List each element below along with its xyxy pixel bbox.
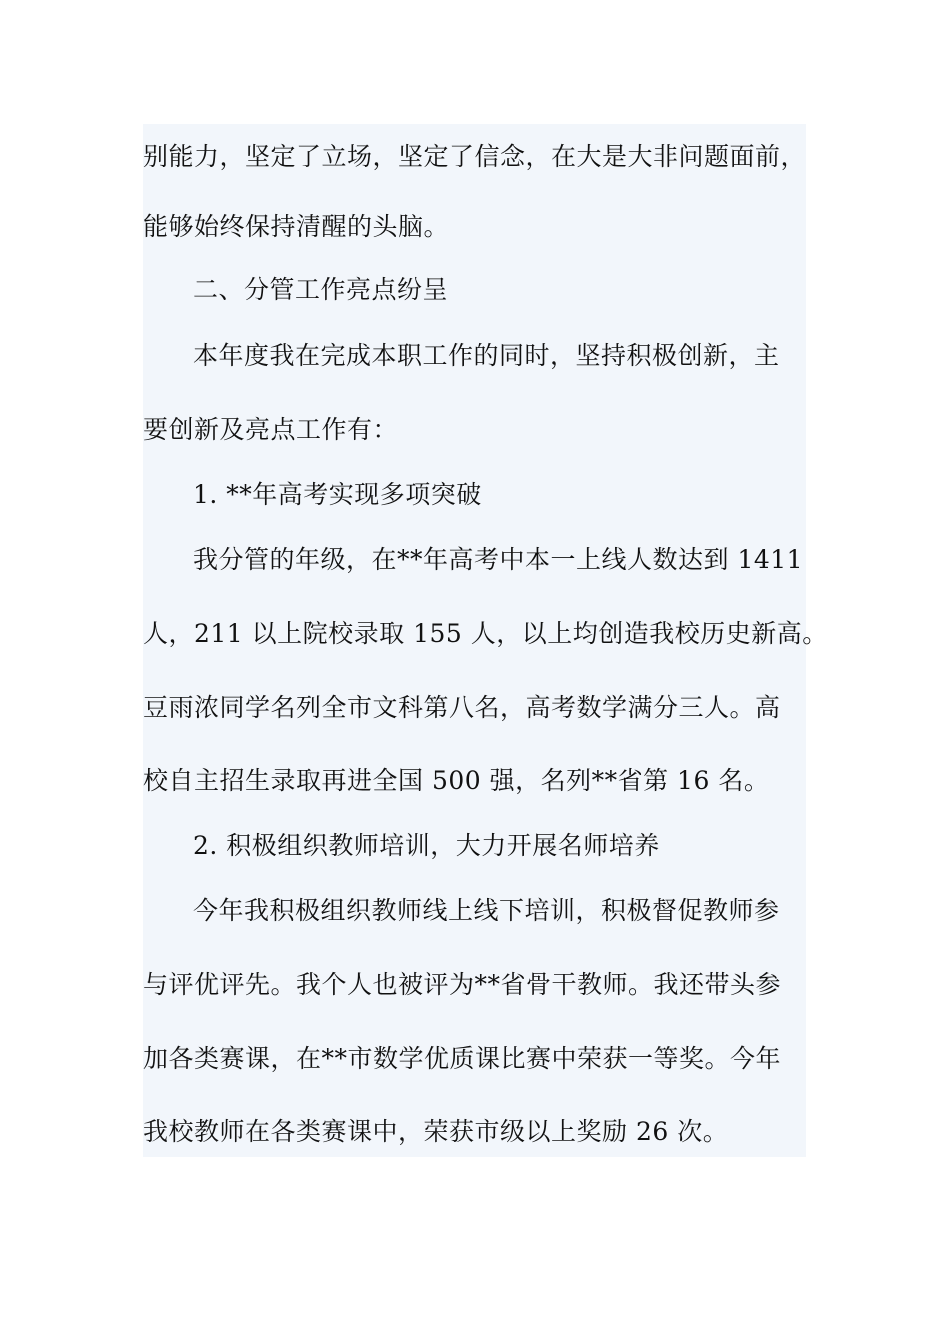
paragraph-line-12: 我校教师在各类赛课中，荣获市级以上奖励 26 次。	[143, 1117, 729, 1146]
subheading-1: 1. **年高考实现多项突破	[193, 480, 482, 509]
paragraph-line-2: 能够始终保持清醒的头脑。	[143, 212, 450, 241]
paragraph-line-1: 别能力，坚定了立场，坚定了信念，在大是大非问题面前，	[143, 142, 807, 171]
paragraph-line-5: 我分管的年级，在**年高考中本一上线人数达到 1411	[193, 545, 804, 574]
paragraph-line-7: 豆雨浓同学名列全市文科第八名，高考数学满分三人。高	[143, 693, 781, 722]
paragraph-line-8: 校自主招生录取再进全国 500 强，名列**省第 16 名。	[143, 766, 770, 795]
document-text-block	[143, 124, 828, 1157]
section-heading-2: 二、分管工作亮点纷呈	[193, 275, 449, 304]
paragraph-line-10: 与评优评先。我个人也被评为**省骨干教师。我还带头参	[143, 970, 782, 999]
paragraph-line-4: 要创新及亮点工作有：	[143, 415, 399, 444]
paragraph-line-9: 今年我积极组织教师线上线下培训，积极督促教师参	[193, 896, 780, 925]
paragraph-line-3: 本年度我在完成本职工作的同时，坚持积极创新，主	[193, 341, 780, 370]
subheading-2: 2. 积极组织教师培训，大力开展名师培养	[193, 831, 660, 860]
paragraph-line-6: 人，211 以上院校录取 155 人，以上均创造我校历史新高。	[143, 619, 828, 648]
paragraph-line-11: 加各类赛课，在**市数学优质课比赛中荣获一等奖。今年	[143, 1044, 782, 1073]
